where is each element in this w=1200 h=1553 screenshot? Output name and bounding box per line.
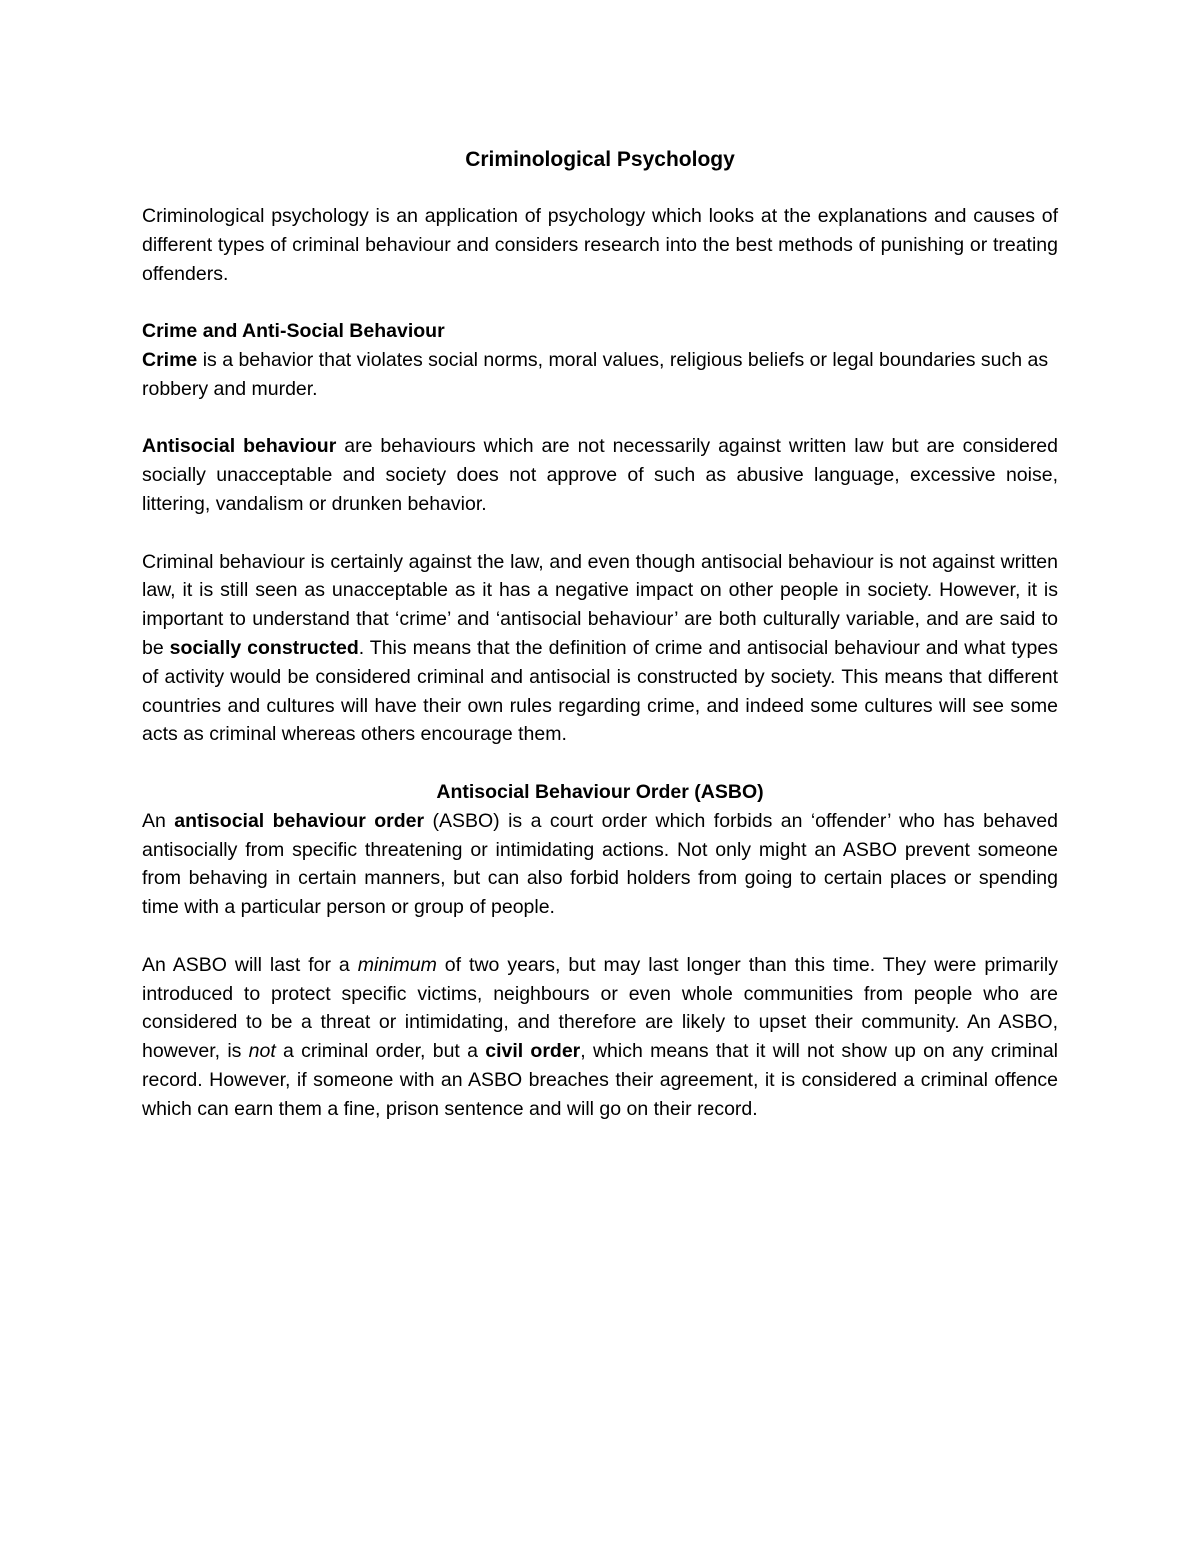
crime-definition-paragraph [142,346,1058,404]
paragraph-text: An ASBO will last for a [142,953,358,976]
document-page [142,140,1058,1152]
socially-constructed-paragraph [142,548,1058,750]
socially-constructed-term: socially constructed [169,636,359,659]
paragraph-text: a criminal order, but a [275,1040,486,1063]
antisocial-definition-paragraph [142,432,1058,518]
antisocial-definition-text: are behaviours which are not necessarily against written law but are considered socially unacceptable and society does not approve of such as abusive language, excessive noise, littering, vandalism or drunken behavior. [142,435,1058,515]
asbo-definition-paragraph [142,807,1058,922]
crime-term: Crime [142,348,198,371]
intro-paragraph: Criminological psychology is an application of psychology which looks at the explanations and causes of different types of criminal behaviour and considers research into the best methods of punishing or treating offenders. [142,205,1058,285]
civil-order-term: civil order [485,1040,581,1063]
asbo-term: antisocial behaviour order [174,809,425,832]
document-title: Criminological Psychology [465,148,735,171]
paragraph-text: , which means that it will not show up on any criminal record. However, if someone with an ASBO breaches their agreement, it is considered a criminal offence which can earn them a fine, prison sentence and will go on their record. [142,1040,1058,1120]
asbo-duration-paragraph [142,951,1058,1124]
paragraph-text: of two years, but may last longer than this time. They were primarily introduced to protect specific victims, neighbours or even whole communities from people who are considered to be a threat or intimidating, and therefore are likely to upset their community. An ASBO, however, is [142,953,1059,1063]
antisocial-term: Antisocial behaviour [142,435,337,458]
minimum-emphasis: minimum [357,953,437,976]
paragraph-text: . This means that the definition of crime and antisocial behaviour and what types of activity would be considered criminal and antisocial is constructed by society. This means that different countries and cultures will have their own rules regarding crime, and indeed some cultures will see some acts as criminal whereas others encourage them. [142,636,1059,746]
not-emphasis: not [248,1040,276,1063]
paragraph-text: An [142,809,175,832]
section-heading-asbo: Antisocial Behaviour Order (ASBO) [436,780,764,803]
section-heading-crime: Crime and Anti-Social Behaviour [142,320,445,343]
crime-definition-text: is a behavior that violates social norms, moral values, religious beliefs or legal boundaries such as robbery and murder. [142,348,1049,400]
paragraph-text: Criminal behaviour is certainly against the law, and even though antisocial behaviour is not against written law, it is still seen as unacceptable as it has a negative impact on other people in society. However, it is important to understand that ‘crime’ and ‘antisocial behaviour’ are both culturally variable, and are said to be [142,550,1058,659]
paragraph-text: (ASBO) is a court order which forbids an ‘offender’ who has behaved antisocially from specific threatening or intimidating actions. Not only might an ASBO prevent someone from behaving in certain manners, but can also forbid holders from going to certain places or spending time with a particular person or group of people. [142,809,1058,919]
